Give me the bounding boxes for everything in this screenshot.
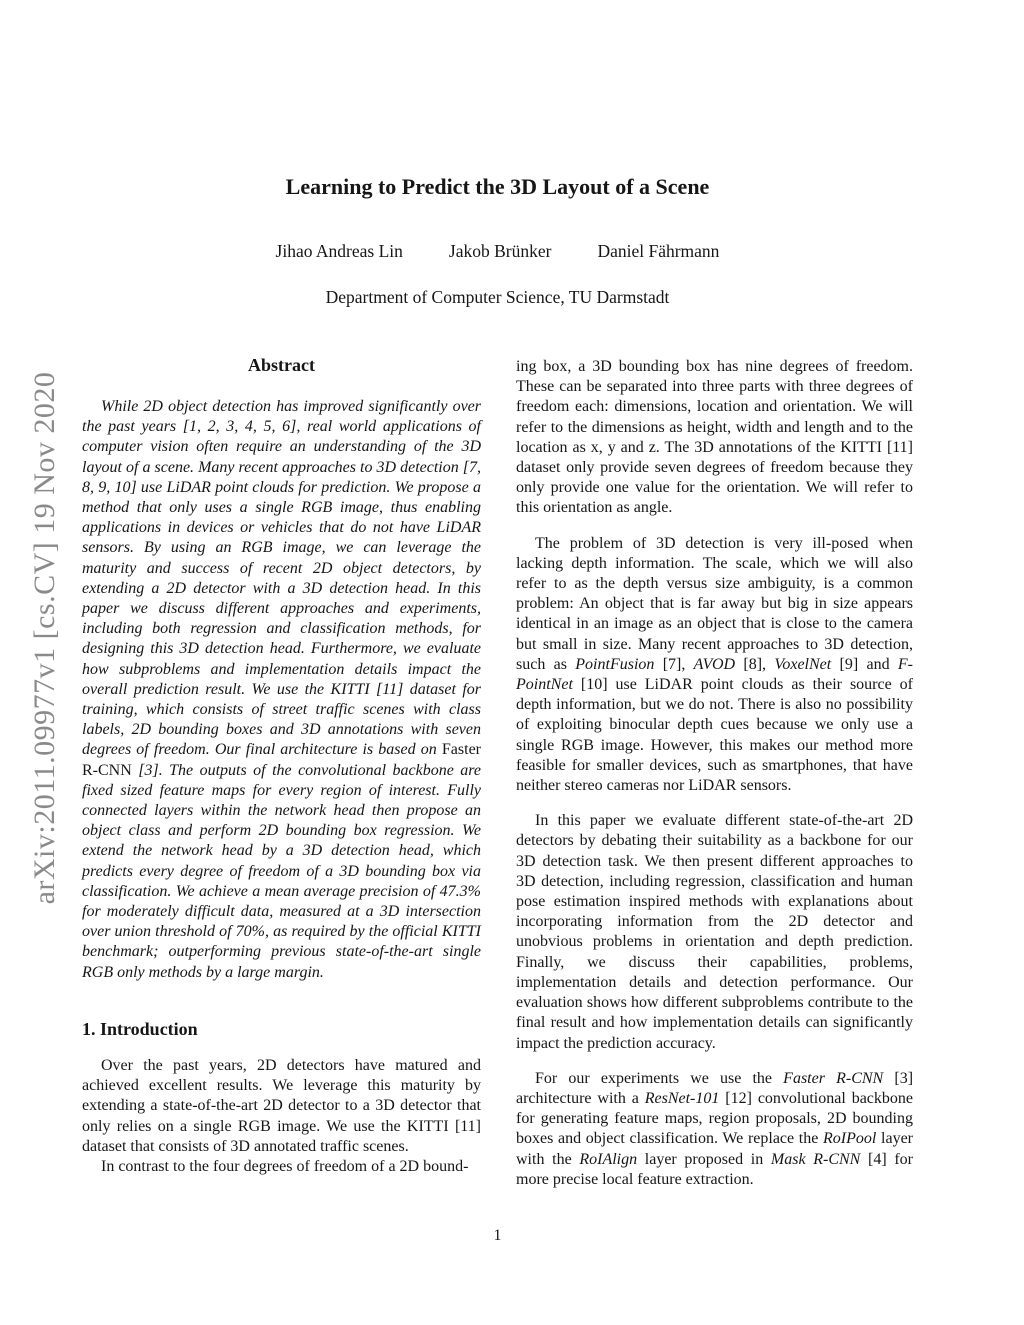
abstract-heading: Abstract bbox=[248, 355, 315, 375]
paper-title: Learning to Predict the 3D Layout of a Scene bbox=[285, 174, 710, 199]
right-column bbox=[516, 357, 913, 1190]
author-name: Jakob Brünker bbox=[448, 241, 552, 261]
page-number: 1 bbox=[493, 1227, 502, 1244]
abstract-body: While 2D object detection has improved significantly over the past years [1, 2, 3, 4, 5, 6], real world applications of computer vision often require an understanding of the 3D layout of a scene. Many recent approaches to 3D detection [7, 8, 9, 10] use LiDAR point clouds for prediction. We propose a method that only uses a single RGB image, thus enabling applications in devices or vehicles that do not have LiDAR sensors. By using an RGB image, we can leverage the maturity and success of recent 2D object detectors, by extending a 2D detector with a 3D detection head. In this paper we discuss different approaches and experiments, including both regression and classification methods, for designing this 3D detection head. Furthermore, we evaluate how subproblems and implementation details impact the overall prediction result. We use the KITTI [11] dataset for training, which consists of street traffic scenes with class labels, 2D bounding boxes and 3D annotations with seven degrees of freedom. Our final architecture is based on Faster R-CNN [3]. The outputs of the convolutional backbone are fixed sized feature maps for every region of interest. Fully connected layers within the network head then propose an object class and perform 2D bounding box regression. We extend the network head by a 3D detection head, which predicts every degree of freedom of a 3D bounding box via classification. We achieve a mean average precision of 47.3% for moderately difficult data, measured at a 3D intersection over union threshold of 70%, as required by the official KITTI benchmark; outperforming previous state-of-the-art single RGB only methods by a large margin. bbox=[82, 398, 481, 981]
body-paragraph: ing box, a 3D bounding box has nine degrees of freedom. These can be separated into three parts with three degrees of freedom each: dimensions, location and orientation. We will refer to the dimensions as height, width and length and to the location as x, y and z. The 3D annotations of the KITTI [11] dataset only provide seven degrees of freedom because they only provide one value for the orientation. We will refer to this orientation as angle. bbox=[516, 358, 913, 517]
affiliation: Department of Computer Science, TU Darmstadt bbox=[325, 287, 670, 307]
body-paragraph: In this paper we evaluate different state-of-the-art 2D detectors by debating their suitability as a backbone for our 3D detection task. We then present different approaches to 3D detection, including regression, classification and human pose estimation inspired methods with explanations about incorporating information from the 2D detector and unobvious problems in orientation and depth prediction. Finally, we discuss their capabilities, problems, implementation details and detection performance. Our evaluation shows how different subproblems contribute to the final result and how implementation details can significantly impact the prediction accuracy. bbox=[516, 812, 913, 1052]
introduction-paragraph: Over the past years, 2D detectors have matured and achieved excellent results. We leverage this maturity by extending a state-of-the-art 2D detector to a 3D detector that only relies on a single RGB image. We use the KITTI [11] dataset that consists of 3D annotated traffic scenes. bbox=[82, 1056, 481, 1155]
body-paragraph: For our experiments we use the Faster R-CNN [3] architecture with a ResNet-101 [12] convolutional backbone for generating feature maps, region proposals, 2D bounding boxes and object classification. We replace the RoIPool layer with the RoIAlign layer proposed in Mask R-CNN [4] for more precise local feature extraction. bbox=[516, 1069, 914, 1188]
left-column bbox=[82, 355, 481, 1177]
author-name: Jihao Andreas Lin bbox=[275, 241, 403, 261]
author-list bbox=[82, 241, 913, 262]
arxiv-watermark: arXiv:2011.09977v1 [cs.CV] 19 Nov 2020 bbox=[28, 371, 61, 905]
body-paragraph: The problem of 3D detection is very ill-posed when lacking depth information. The scale, which we will also refer to as the depth versus size ambiguity, is a common problem: An object that is far away but big in size appears identical in an image as an object that is close to the camera but small in size. Many recent approaches to 3D detection, such as PointFusion [7], AVOD [8], VoxelNet [9] and F-PointNet [10] use LiDAR point clouds as their source of depth information, but we do not. There is also no possibility of exploiting binocular depth cues because we only use a single RGB image. However, this makes our method more feasible for smaller devices, such as smartphones, that have neither stereo cameras nor LiDAR sensors. bbox=[516, 534, 914, 795]
author-name: Daniel Fährmann bbox=[597, 241, 720, 261]
introduction-paragraph: In contrast to the four degrees of freedom of a 2D bound- bbox=[101, 1157, 469, 1175]
introduction-heading: 1. Introduction bbox=[82, 1018, 198, 1039]
